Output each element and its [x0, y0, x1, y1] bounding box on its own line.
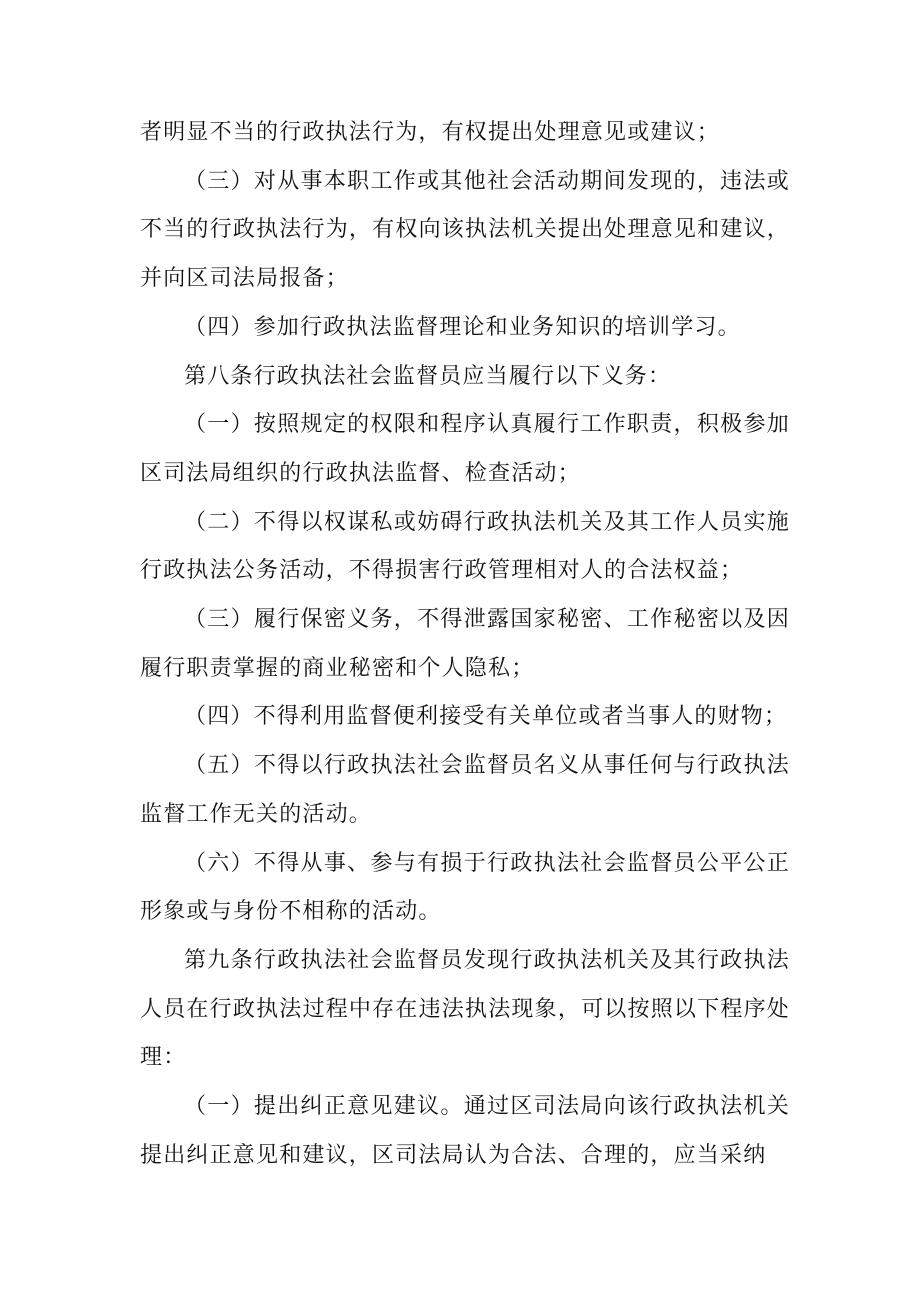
document-body — [140, 109, 790, 1180]
article-9-heading: 第九条行政执法社会监督员发现行政执法机关及其行政执法人员在行政执法过程中存在违法执法现象，可以按照以下程序处理： — [140, 947, 790, 1071]
article-8-item-1: （一）按照规定的权限和程序认真履行工作职责，积极参加区司法局组织的行政执法监督、检查活动； — [140, 412, 790, 486]
article-8-item-2: （二）不得以权谋私或妨碍行政执法机关及其工作人员实施行政执法公务活动，不得损害行政管理相对人的合法权益； — [140, 509, 790, 584]
article-8-item-6: （六）不得从事、参与有损于行政执法社会监督员公平公正形象或与身份不相称的活动。 — [140, 850, 790, 925]
article-8-heading: 第八条行政执法社会监督员应当履行以下义务： — [184, 363, 672, 389]
paragraph-item-3: （三）对从事本职工作或其他社会活动期间发现的，违法或不当的行政执法行为，有权向该执法机关提出处理意见和建议，并向区司法局报备； — [140, 168, 790, 292]
article-9-item-1: （一）提出纠正意见建议。通过区司法局向该行政执法机关提出纠正意见和建议，区司法局认为合法、合理的，应当采纳 — [140, 1094, 790, 1168]
article-8-item-4: （四）不得利用监督便利接受有关单位或者当事人的财物； — [184, 704, 788, 730]
article-8-item-5: （五）不得以行政执法社会监督员名义从事任何与行政执法监督工作无关的活动。 — [140, 753, 790, 827]
paragraph-continuation: 者明显不当的行政执法行为，有权提出处理意见或建议； — [140, 120, 721, 145]
article-8-item-3: （三）履行保密义务，不得泄露国家秘密、工作秘密以及因履行职责掌握的商业秘密和个人隐私； — [140, 607, 790, 681]
paragraph-item-4: （四）参加行政执法监督理论和业务知识的培训学习。 — [184, 314, 741, 340]
